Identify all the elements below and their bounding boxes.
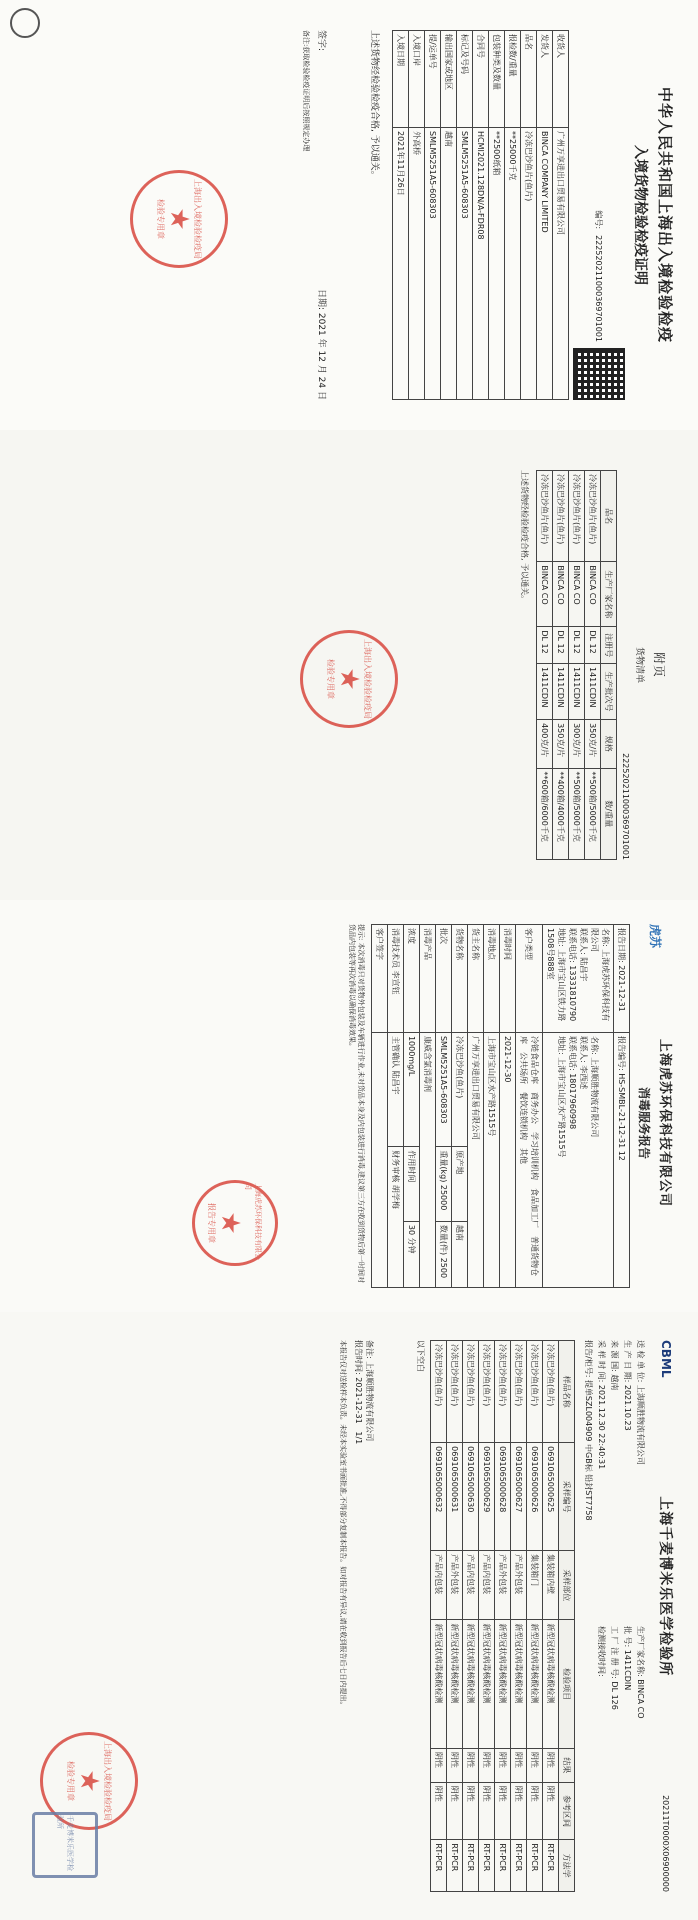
table-cell: 0691065000628 bbox=[495, 1443, 511, 1551]
attachment-content bbox=[0, 430, 698, 900]
table-cell: **500箱/5000千克 bbox=[585, 768, 601, 859]
column-header: 数/重量 bbox=[601, 768, 617, 859]
origin-label: 来 源 国: bbox=[610, 1340, 619, 1372]
table-cell: 阴性 bbox=[527, 1748, 543, 1782]
concentration: 1000mg/L bbox=[404, 1032, 420, 1146]
table-cell: 0691065000631 bbox=[447, 1443, 463, 1551]
row-value: 2021年11月26日 bbox=[393, 128, 409, 400]
lab-stamp-text: 千麦博米乐医学检验所 bbox=[56, 1815, 74, 1871]
attachment-title: 附页 bbox=[652, 651, 666, 678]
table-row bbox=[495, 1341, 511, 1892]
stamp-text: 上海出入境检验检疫局 bbox=[193, 179, 202, 259]
table-row bbox=[537, 471, 553, 860]
report-title: 消毒服务报告 bbox=[637, 1087, 651, 1160]
table-cell: 产品外包装 bbox=[511, 1551, 527, 1620]
row-value: 广州万享进出口贸易有限公司 bbox=[553, 128, 569, 400]
official-stamp bbox=[130, 170, 228, 268]
table-row bbox=[527, 1341, 543, 1892]
customer-type-option: 商务办公 bbox=[530, 1091, 539, 1124]
table-cell: 新型冠状病毒核酸检测 bbox=[543, 1620, 559, 1748]
certificate-row bbox=[409, 31, 425, 400]
attachment-number: 222520211000369701001 bbox=[621, 753, 630, 860]
lab-logo: CBML bbox=[659, 1340, 673, 1378]
certificate-row bbox=[441, 31, 457, 400]
remark: 上海顺胜物流有限公司 bbox=[365, 1361, 374, 1442]
qty: 2500 bbox=[439, 1257, 448, 1279]
audit: 胡学梅 bbox=[391, 1184, 400, 1209]
table-cell: BINCA CO bbox=[553, 562, 569, 627]
table-cell: 400克/片 bbox=[537, 720, 553, 768]
table-row bbox=[569, 471, 585, 860]
column-header: 生产批次号 bbox=[601, 663, 617, 719]
stamp-text: 上海出入境检验检疫局 bbox=[103, 1741, 112, 1821]
stamp-sub: 报告专用章 bbox=[207, 1203, 217, 1243]
row-value: HCMI2021.128DN/A-FDR08 bbox=[473, 128, 489, 400]
table-cell: 新型冠状病毒核酸检测 bbox=[527, 1620, 543, 1748]
address-2: 地址: 上海市宝山区水产路1515号 bbox=[557, 1035, 566, 1158]
column-header: 参考区间 bbox=[559, 1782, 575, 1840]
report-date: 2021-12-31 bbox=[617, 965, 626, 1012]
container-label: 报告/柜号: bbox=[584, 1340, 593, 1378]
reg-label: 工 厂 注 册 号: bbox=[610, 1626, 619, 1679]
table-cell: 冷冻巴沙鱼片(鱼片) bbox=[569, 471, 585, 562]
certificate-row bbox=[553, 31, 569, 400]
certificate-number-label: 编号: bbox=[594, 210, 604, 230]
table-cell: 新型冠状病毒核酸检测 bbox=[447, 1620, 463, 1748]
customer-type-option: 公共场所 bbox=[519, 1051, 528, 1084]
company-name: 上海虎苏环保科技有限公司 bbox=[657, 1039, 672, 1208]
table-cell: 0691065000626 bbox=[527, 1443, 543, 1551]
table-cell: 新型冠状病毒核酸检测 bbox=[511, 1620, 527, 1748]
table-cell: 350克/片 bbox=[585, 720, 601, 768]
table-cell: 冷冻巴沙鱼片(鱼片) bbox=[537, 471, 553, 562]
manufacturer: BINCA CO bbox=[636, 1679, 645, 1719]
address-1: 地址: 上海市宝山区铁力路1508号888室 bbox=[546, 928, 566, 1022]
table-cell: 300克/片 bbox=[569, 720, 585, 768]
row-label: 收货人 bbox=[553, 31, 569, 128]
supervisor-label: 主管确认 bbox=[391, 1035, 400, 1068]
table-cell: 阴性 bbox=[511, 1748, 527, 1782]
weight-label: 重量(kg) bbox=[439, 1150, 448, 1183]
certificate-subtitle: 入境货物检验检疫证明 bbox=[632, 145, 648, 285]
phone-1: 联系电话: 13331810790 bbox=[568, 928, 577, 1022]
table-cell: 冷冻巴沙鱼(鱼片) bbox=[543, 1341, 559, 1443]
batch-label: 批次 bbox=[436, 925, 452, 1033]
lab-footer: 本报告仅对送检样本负责。未经本实验室书面批准,不得部分复制本报告。如对报告有异议,请在收到报告后七日内提出。 bbox=[339, 1340, 347, 1709]
stamp-sub: 检验专用章 bbox=[66, 1761, 75, 1801]
table-cell: 冷冻巴沙鱼(鱼片) bbox=[511, 1341, 527, 1443]
customer-type-option: 普通货物仓库 bbox=[519, 1035, 539, 1276]
table-cell: 新型冠状病毒核酸检测 bbox=[431, 1620, 447, 1748]
table-cell: 产品内包装 bbox=[431, 1551, 447, 1620]
table-cell: 阴性 bbox=[431, 1748, 447, 1782]
lab-seal bbox=[32, 1812, 98, 1878]
time-label: 消毒时间 bbox=[500, 925, 516, 1033]
row-label: 入境口岸 bbox=[409, 31, 425, 128]
row-label: 输出国家或地区 bbox=[441, 31, 457, 128]
tips: 本次消毒只对货物外包装及车辆进行作业,未对货品本身及内包装进行消毒,建议第三方在收到货物后第一时间对货品内包装等再次消毒以确保消毒效果。 bbox=[347, 924, 365, 1284]
certificate-sheet bbox=[0, 0, 698, 430]
table-cell: 冷冻巴沙鱼(鱼片) bbox=[463, 1341, 479, 1443]
table-cell: 0691065000630 bbox=[463, 1443, 479, 1551]
disinfection-sheet bbox=[0, 900, 698, 1312]
row-label: 品名 bbox=[521, 31, 537, 128]
certificate-table bbox=[392, 30, 569, 400]
table-cell: 新型冠状病毒核酸检测 bbox=[495, 1620, 511, 1748]
origin: 越南 bbox=[610, 1374, 619, 1391]
table-cell: 1411CDIN bbox=[553, 663, 569, 719]
product-label: 消毒产品 bbox=[420, 925, 436, 1033]
table-cell: 阴性 bbox=[479, 1748, 495, 1782]
table-row bbox=[585, 471, 601, 860]
stamp-text: 上海虎苏环保科技有限公司 bbox=[244, 1183, 263, 1260]
row-value: **25000千克 bbox=[505, 128, 521, 400]
container: 提单SZL004909 中GB标 bbox=[584, 1379, 593, 1472]
place: 上海市宝山区水产路1515号 bbox=[484, 1032, 500, 1287]
table-row bbox=[463, 1341, 479, 1892]
table-cell: 0691065000629 bbox=[479, 1443, 495, 1551]
customer-type-option: 食品加工厂 bbox=[530, 1187, 539, 1228]
table-cell: 0691065000627 bbox=[511, 1443, 527, 1551]
row-label: 报检数/重量 bbox=[505, 31, 521, 128]
report-date-label: 报告日期: bbox=[617, 928, 626, 963]
table-row bbox=[511, 1341, 527, 1892]
table-cell: 阴性 bbox=[543, 1782, 559, 1840]
prod-date: 2021.10.23 bbox=[623, 1384, 632, 1431]
audit-label: 财务审核 bbox=[391, 1150, 400, 1183]
table-cell: RT-PCR bbox=[495, 1840, 511, 1892]
table-cell: 阴性 bbox=[479, 1782, 495, 1840]
certificate-date: 2021 年 12 月 24 日 bbox=[316, 312, 326, 400]
key-icon bbox=[10, 8, 40, 38]
phone-2: 联系电话: 18017960998 bbox=[568, 1035, 577, 1130]
table-cell: RT-PCR bbox=[543, 1840, 559, 1892]
staff: 李宣钰 bbox=[391, 970, 400, 995]
table-cell: BINCA CO bbox=[569, 562, 585, 627]
table-cell: 阴性 bbox=[511, 1782, 527, 1840]
batch-label: 批 号: bbox=[623, 1626, 632, 1648]
customer-type-option: 冷链食品仓库 bbox=[530, 1035, 539, 1084]
table-row bbox=[447, 1341, 463, 1892]
table-cell: RT-PCR bbox=[431, 1840, 447, 1892]
table-cell: 产品外包装 bbox=[447, 1551, 463, 1620]
certificate-row bbox=[489, 31, 505, 400]
star-icon: ★ bbox=[164, 207, 194, 231]
table-cell: 阴性 bbox=[495, 1748, 511, 1782]
table-cell: 1411CDIN bbox=[569, 663, 585, 719]
brand-logo: 虎苏 bbox=[648, 924, 663, 949]
row-label: 包装种类及数量 bbox=[489, 31, 505, 128]
place-label: 消毒地点 bbox=[484, 925, 500, 1033]
table-cell: 阴性 bbox=[527, 1782, 543, 1840]
certificate-statement: 上述货物经检验检疫合格, 予以通关。 bbox=[369, 30, 379, 180]
reg: DL 126 bbox=[610, 1681, 619, 1710]
table-cell: 产品内包装 bbox=[479, 1551, 495, 1620]
table-cell: 产品内包装 bbox=[463, 1551, 479, 1620]
certificate-row bbox=[425, 31, 441, 400]
client-label: 名称: bbox=[590, 1035, 599, 1055]
table-cell: 阴性 bbox=[463, 1748, 479, 1782]
table-cell: 集装箱内壁 bbox=[543, 1551, 559, 1620]
disinfection-content bbox=[0, 900, 698, 1312]
table-cell: 产品外包装 bbox=[495, 1551, 511, 1620]
customer-type-option: 学习培训机构 bbox=[530, 1131, 539, 1180]
table-cell: 350克/片 bbox=[553, 720, 569, 768]
stamp-sub: 检验专用章 bbox=[326, 659, 335, 699]
table-cell: 冷冻巴沙鱼(鱼片) bbox=[447, 1341, 463, 1443]
table-row bbox=[431, 1341, 447, 1892]
column-header: 检验项目 bbox=[559, 1620, 575, 1748]
seal: 铅封ST7758 bbox=[584, 1474, 593, 1521]
table-cell: 阴性 bbox=[431, 1782, 447, 1840]
table-cell: RT-PCR bbox=[447, 1840, 463, 1892]
receive-label: 检测接收时间: bbox=[597, 1626, 606, 1677]
table-cell: 集装箱门 bbox=[527, 1551, 543, 1620]
table-cell: RT-PCR bbox=[527, 1840, 543, 1892]
table-cell: 0691065000625 bbox=[543, 1443, 559, 1551]
goods-owner: 广州万享进出口贸易有限公司 bbox=[468, 1032, 484, 1287]
table-cell: 1411CDIN bbox=[585, 663, 601, 719]
report-time: 报告时间: 2021-12-31 bbox=[354, 1340, 363, 1424]
certificate-row bbox=[457, 31, 473, 400]
lab-content bbox=[0, 1312, 698, 1920]
certificate-title: 中华人民共和国上海出入境检验检疫 bbox=[656, 86, 674, 343]
row-label: 发货人 bbox=[537, 31, 553, 128]
column-header: 品名 bbox=[601, 471, 617, 562]
row-value: BINCA COMPANY LIMITED bbox=[537, 128, 553, 400]
table-cell: **400箱/4000千克 bbox=[553, 768, 569, 859]
goods-name: 冷冻巴沙鱼(鱼片) bbox=[452, 1032, 468, 1146]
table-cell: DL 12 bbox=[585, 627, 601, 664]
certificate-row bbox=[521, 31, 537, 400]
report-no: HS-SMBL-21-12-31 12 bbox=[617, 1073, 626, 1161]
table-cell: RT-PCR bbox=[479, 1840, 495, 1892]
attachment-stamp bbox=[300, 630, 398, 728]
lab-sheet bbox=[0, 1312, 698, 1920]
product: 康威含氯消毒剂 bbox=[420, 1032, 436, 1287]
time: 2021-12-30 bbox=[500, 1032, 516, 1287]
table-cell: 冷冻巴沙鱼(鱼片) bbox=[479, 1341, 495, 1443]
duration: 30 分钟 bbox=[404, 1221, 420, 1287]
supervisor: 陆昌宇 bbox=[391, 1070, 400, 1095]
table-cell: 冷冻巴沙鱼片(鱼片) bbox=[585, 471, 601, 562]
table-cell: 新型冠状病毒核酸检测 bbox=[463, 1620, 479, 1748]
certificate-number: 222520211000369701001 bbox=[594, 235, 604, 342]
contact-2: 联系人: 李西述 bbox=[579, 1035, 588, 1090]
contact-1: 联系人: 陆昌宇 bbox=[579, 928, 588, 982]
service-party: 上海虎苏环保科技有限公司 bbox=[590, 928, 610, 1022]
star-icon: ★ bbox=[334, 667, 364, 691]
disinfection-table bbox=[371, 924, 630, 1288]
qty-label: 数量(件) bbox=[439, 1224, 448, 1256]
sample-time: 2021.12.30 22:40:31 bbox=[597, 1384, 606, 1470]
duration-label: 作用时间 bbox=[404, 1147, 420, 1222]
table-cell: BINCA CO bbox=[585, 562, 601, 627]
row-label: 标记及号码 bbox=[457, 31, 473, 128]
sample-time-label: 采 样 时 间: bbox=[597, 1340, 606, 1383]
attachment-sheet bbox=[0, 430, 698, 900]
origin-label: 原产地 bbox=[452, 1147, 468, 1222]
star-icon: ★ bbox=[215, 1211, 246, 1235]
customer-type-label: 客户类型 bbox=[516, 925, 543, 1033]
batch-no: SMLM5251A5-608303 bbox=[436, 1032, 452, 1146]
sign-label: 客户签字 bbox=[372, 925, 388, 1033]
table-cell: 0691065000632 bbox=[431, 1443, 447, 1551]
client: 上海顺胜物流有限公司 bbox=[590, 1057, 599, 1138]
table-cell: 新型冠状病毒核酸检测 bbox=[479, 1620, 495, 1748]
column-header: 样品名称 bbox=[559, 1341, 575, 1443]
certificate-content bbox=[0, 0, 698, 430]
signature-label: 签字: bbox=[316, 30, 326, 52]
table-cell: **600箱/6000千克 bbox=[537, 768, 553, 859]
lab-report-no: 20211T0000X06900000 bbox=[661, 1795, 671, 1892]
lab-title: 上海千麦博米乐医学检验所 bbox=[657, 1496, 673, 1677]
attachment-subtitle: 货物清单 bbox=[634, 646, 644, 683]
stamp-text: 上海出入境检验检疫局 bbox=[363, 639, 372, 719]
page: 1/1 bbox=[354, 1431, 363, 1445]
column-header: 方法学 bbox=[559, 1840, 575, 1892]
table-cell: 阴性 bbox=[447, 1748, 463, 1782]
total: 以下空白 bbox=[416, 1340, 425, 1372]
goods-name-label: 货物名称 bbox=[452, 925, 468, 1033]
certificate-row bbox=[505, 31, 521, 400]
row-value: **2500纸箱 bbox=[489, 128, 505, 400]
tips-label: 提示: bbox=[357, 924, 365, 941]
table-row bbox=[543, 1341, 559, 1892]
table-cell: 冷冻巴沙鱼(鱼片) bbox=[495, 1341, 511, 1443]
table-cell: RT-PCR bbox=[511, 1840, 527, 1892]
staff-label: 消毒技术员 bbox=[391, 928, 400, 968]
date-label: 日期: bbox=[316, 288, 326, 310]
certificate-row bbox=[537, 31, 553, 400]
table-cell: DL 12 bbox=[553, 627, 569, 664]
column-header: 生产厂家名称 bbox=[601, 562, 617, 627]
row-value: 冷冻巴沙鱼片(鱼片) bbox=[521, 128, 537, 400]
table-cell: BINCA CO bbox=[537, 562, 553, 627]
column-header: 采样部位 bbox=[559, 1551, 575, 1620]
qr-code-icon bbox=[573, 348, 625, 400]
table-cell: DL 12 bbox=[569, 627, 585, 664]
table-row bbox=[479, 1341, 495, 1892]
lab-table bbox=[430, 1340, 575, 1892]
row-label: 合同号 bbox=[473, 31, 489, 128]
table-cell: 阴性 bbox=[543, 1748, 559, 1782]
weight: 25000 bbox=[439, 1184, 448, 1211]
certificate-row bbox=[393, 31, 409, 400]
table-cell: **500箱/5000千克 bbox=[569, 768, 585, 859]
company-stamp bbox=[192, 1180, 278, 1266]
table-cell: RT-PCR bbox=[463, 1840, 479, 1892]
attachment-note: 上述货物经检验检疫合格, 予以通关。 bbox=[520, 470, 529, 604]
customer-types bbox=[516, 1032, 543, 1287]
customer-type-option: 其他 bbox=[519, 1147, 528, 1164]
customer-type-option: 餐饮连锁机构 bbox=[519, 1091, 528, 1140]
table-cell: 冷冻巴沙鱼片(鱼片) bbox=[553, 471, 569, 562]
table-cell: 阴性 bbox=[463, 1782, 479, 1840]
column-header: 规格 bbox=[601, 720, 617, 768]
table-cell: 阴性 bbox=[447, 1782, 463, 1840]
manufacturer-label: 生产厂家名称: bbox=[636, 1626, 645, 1677]
concentration-label: 浓度 bbox=[407, 928, 416, 944]
certificate-row bbox=[473, 31, 489, 400]
row-value: 外高桥 bbox=[409, 128, 425, 400]
stamp-sub: 检验专用章 bbox=[156, 199, 165, 239]
column-header: 注册号 bbox=[601, 627, 617, 664]
row-value: SMLM5251A5-608303 bbox=[425, 128, 441, 400]
service-party-label: 名称: bbox=[601, 928, 610, 947]
table-row bbox=[553, 471, 569, 860]
table-cell: 冷冻巴沙鱼(鱼片) bbox=[527, 1341, 543, 1443]
batch: 1411CDIN bbox=[623, 1649, 632, 1691]
row-value: 越南 bbox=[441, 128, 457, 400]
table-cell: 阴性 bbox=[495, 1782, 511, 1840]
origin: 越南 bbox=[452, 1221, 468, 1287]
client-label: 送 检 单 位: bbox=[636, 1340, 645, 1383]
table-cell: 冷冻巴沙鱼(鱼片) bbox=[431, 1341, 447, 1443]
table-cell: DL 12 bbox=[537, 627, 553, 664]
column-header: 结果 bbox=[559, 1748, 575, 1782]
row-value: SMLM5251A5-608303 bbox=[457, 128, 473, 400]
report-no-label: 报告编号: bbox=[617, 1035, 626, 1071]
row-label: 入境日期 bbox=[393, 31, 409, 128]
attachment-table bbox=[536, 470, 617, 860]
row-label: 提/运单号 bbox=[425, 31, 441, 128]
remark-label: 备注: bbox=[365, 1340, 374, 1359]
goods-owner-label: 货主名称 bbox=[468, 925, 484, 1033]
prod-date-label: 生 产 日 期: bbox=[623, 1340, 632, 1383]
star-icon: ★ bbox=[74, 1769, 104, 1793]
table-cell: 1411CDIN bbox=[537, 663, 553, 719]
client: 上海顺胜物流有限公司 bbox=[636, 1384, 645, 1465]
column-header: 采样编号 bbox=[559, 1443, 575, 1551]
certificate-footnote: 备注:获取检验检疫证明后按照规定办理 bbox=[302, 30, 310, 152]
